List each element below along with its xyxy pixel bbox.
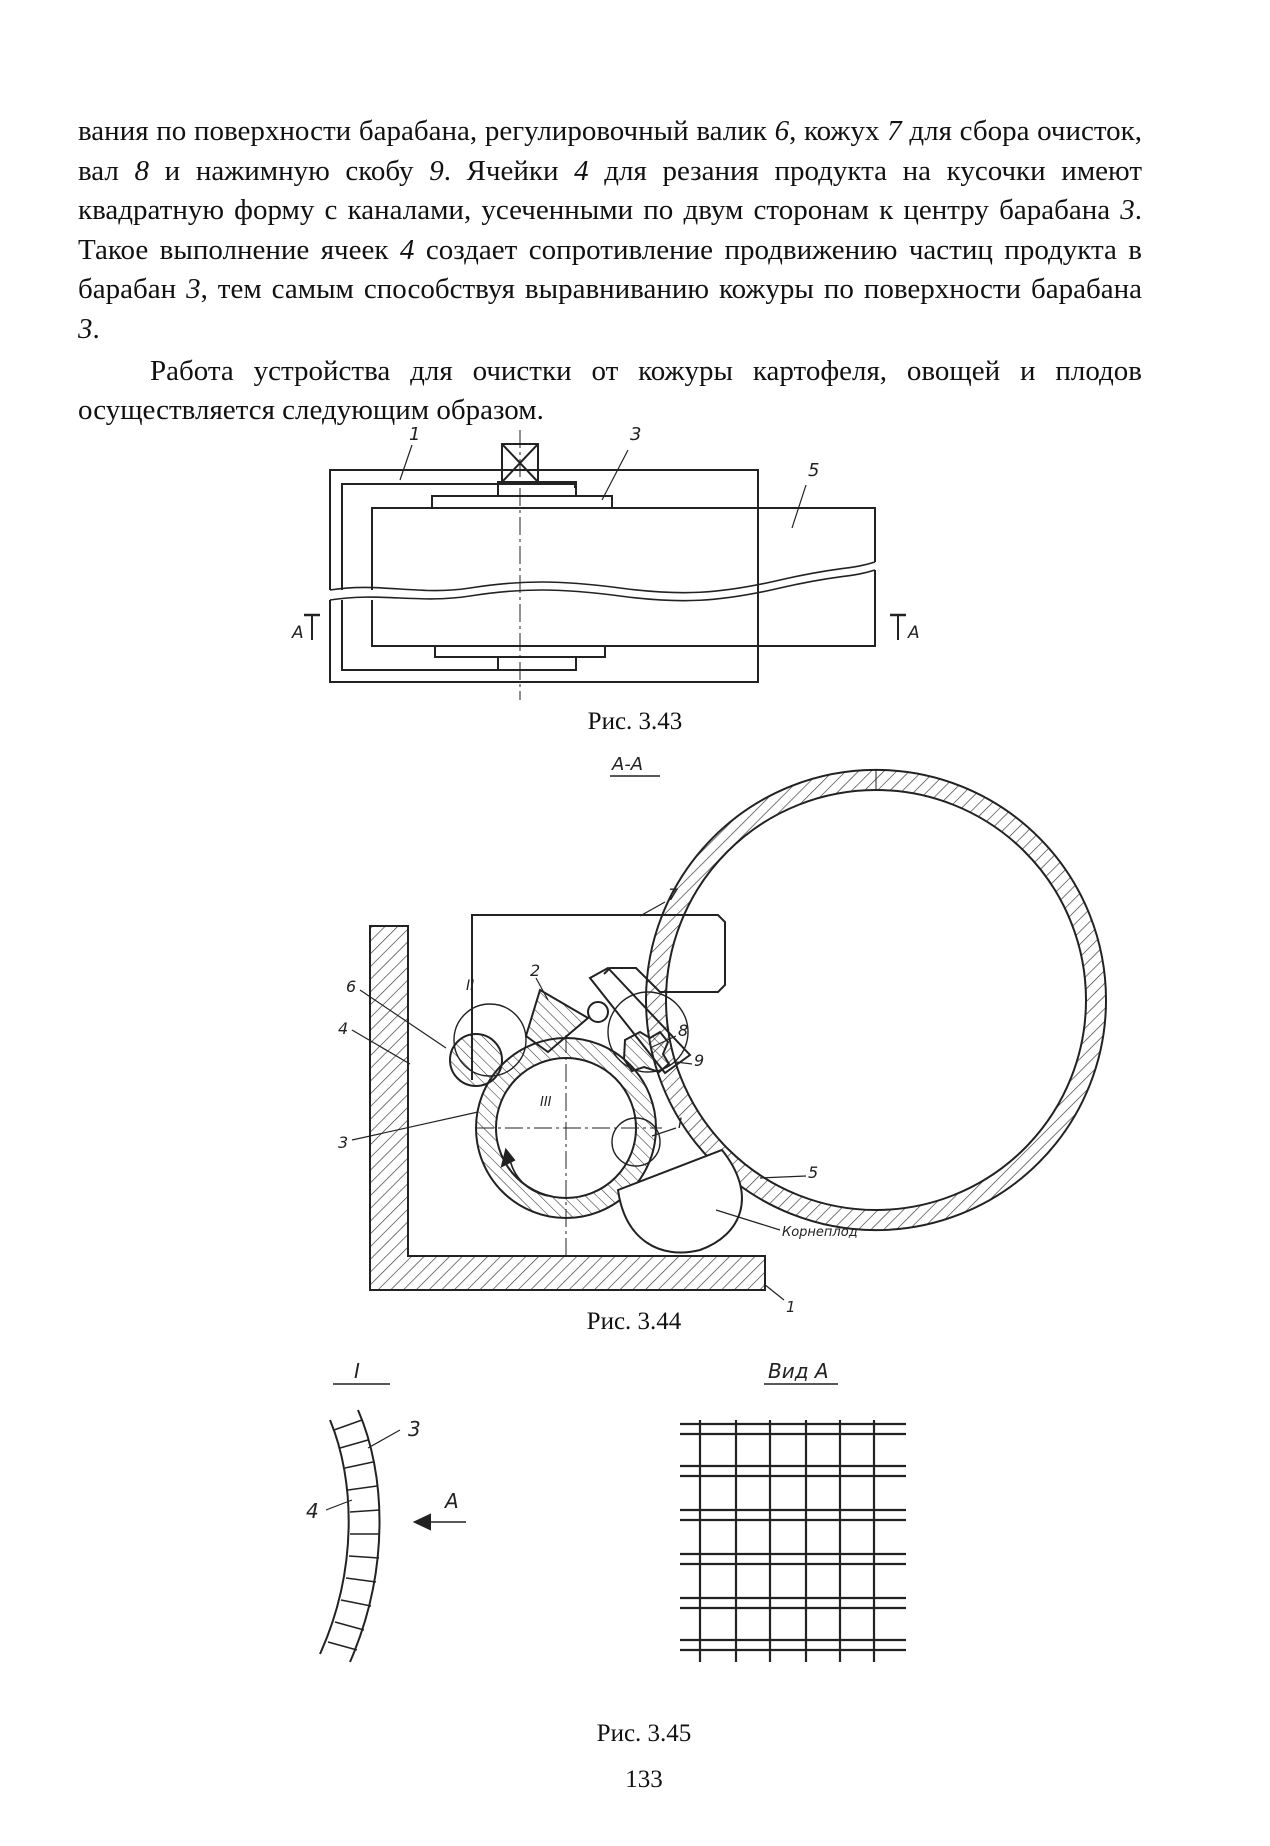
label-3: 3 xyxy=(408,1417,421,1441)
label-roman-I: I xyxy=(678,1116,683,1132)
frame-upper xyxy=(342,484,575,590)
cell-band-outer xyxy=(350,1410,380,1662)
caption-fig-3-43: Рис. 3.43 xyxy=(587,708,683,735)
drum-lower xyxy=(372,570,875,646)
ref-number: 9 xyxy=(429,154,444,187)
arrow-label-A: A xyxy=(445,1489,459,1513)
ref-number: 3 xyxy=(186,273,201,306)
ref-number: 4 xyxy=(574,154,589,187)
label-roman-III: III xyxy=(540,1095,552,1110)
text-run: и нажимную скобу xyxy=(149,154,430,187)
label-5: 5 xyxy=(808,1163,819,1182)
text-run: вания по поверхности барабана, регулировочный валик xyxy=(78,115,775,147)
label-5: 5 xyxy=(808,460,820,481)
text-run: , кожух xyxy=(789,115,888,147)
section-a-left: A xyxy=(292,623,304,643)
arrow-head xyxy=(415,1515,430,1529)
label-4: 4 xyxy=(306,1499,319,1523)
cell-band-inner xyxy=(320,1420,349,1654)
label-3: 3 xyxy=(338,1133,349,1152)
caption-fig-3-44: Рис. 3.44 xyxy=(586,1308,682,1335)
text-run: . xyxy=(92,312,100,345)
section-title-aa: A-A xyxy=(612,754,644,775)
caption-fig-3-45: Рис. 3.45 xyxy=(596,1720,692,1747)
ref-number: 3 xyxy=(78,312,93,345)
fig-3-45-detail xyxy=(320,1384,466,1662)
label-roman-II: II xyxy=(466,978,475,994)
housing-outline xyxy=(330,470,758,682)
view-title: Вид A xyxy=(768,1359,829,1383)
fig-3-44-drawing xyxy=(352,770,1106,1300)
leader-5 xyxy=(792,485,806,528)
label-2: 2 xyxy=(530,961,541,980)
ref-number: 4 xyxy=(399,233,415,266)
text-run: . Такое выполнение ячеек xyxy=(78,194,1142,266)
ref-number: 3 xyxy=(1120,194,1135,227)
text-run: . Ячейки xyxy=(443,154,575,187)
section-a-right: A xyxy=(908,623,920,643)
leader-3 xyxy=(602,450,628,500)
label-1: 1 xyxy=(786,1298,796,1316)
frame-lower xyxy=(342,600,575,670)
label-3: 3 xyxy=(630,424,642,445)
page-number: 133 xyxy=(625,1766,663,1793)
break-line-upper xyxy=(330,562,875,593)
label-4: 4 xyxy=(338,1019,349,1038)
label-7: 7 xyxy=(668,885,679,904)
text-run: создает сопротивление продвижению частиц продукта в барабан xyxy=(78,233,1142,306)
text-run: , тем самым способствуя выравниванию кожуры по поверхности барабана xyxy=(200,273,1142,306)
paragraph-2: Работа устройства для очистки от кожуры картофеля, овощей и плодов осуществляется следующим образом. xyxy=(78,354,1142,427)
shaft-pivot xyxy=(588,1002,608,1022)
drum-upper xyxy=(372,508,875,590)
ref-number: 6 xyxy=(774,115,790,147)
ref-number: 8 xyxy=(134,154,150,187)
label-9: 9 xyxy=(694,1051,705,1070)
label-root-vegetable: Корнеплод xyxy=(782,1225,858,1240)
leader-1 xyxy=(400,445,412,480)
text-run: для сбора очисток, вал xyxy=(78,115,1143,187)
roller-6 xyxy=(450,1034,502,1086)
fig-3-43-labels xyxy=(291,424,920,643)
fig-3-44-labels xyxy=(338,754,858,1316)
shaft-8 xyxy=(624,1032,669,1072)
label-6: 6 xyxy=(346,977,357,996)
fig-3-45-grid xyxy=(680,1420,906,1662)
top-bearing xyxy=(432,496,612,508)
label-1: 1 xyxy=(409,424,421,445)
detail-title-I: I xyxy=(354,1359,360,1383)
text-run: для резания продукта на кусочки имеют квадратную форму с каналами, усеченными по двум сторонам к центру барабана xyxy=(78,154,1142,227)
label-8: 8 xyxy=(678,1021,689,1040)
bottom-flange xyxy=(498,657,576,670)
ref-number: 7 xyxy=(887,115,902,147)
